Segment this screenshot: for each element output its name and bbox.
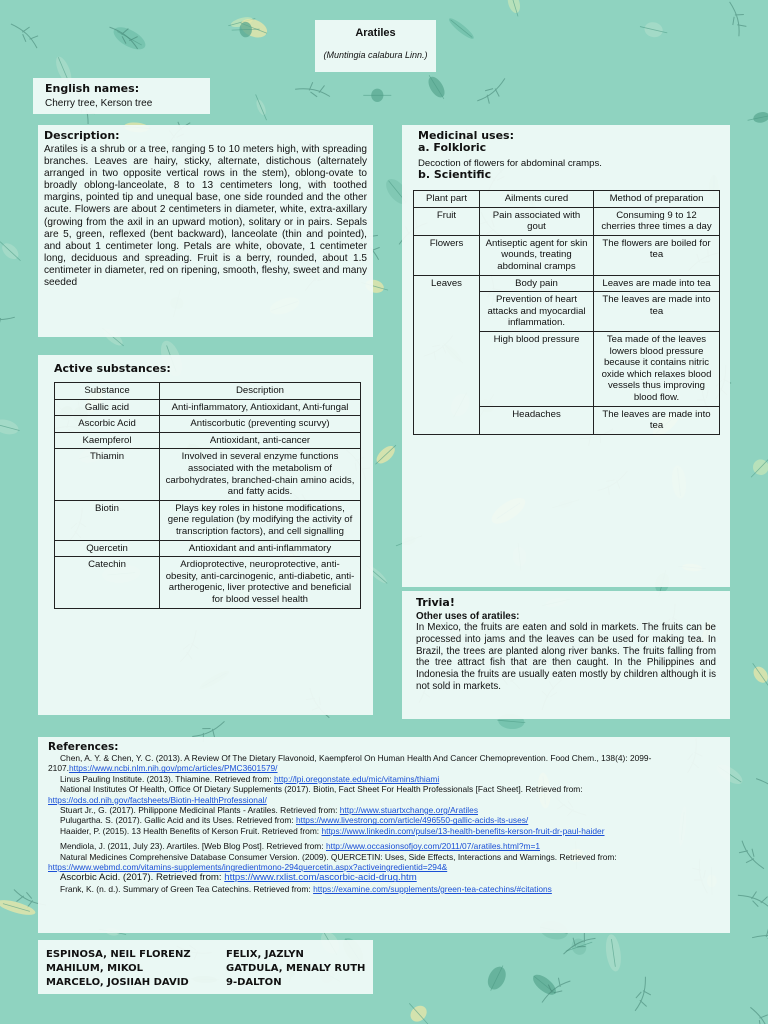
description-heading: Description: <box>44 129 120 142</box>
folkloric-heading: a. Folkloric <box>418 141 487 154</box>
column-header: Ailments cured <box>480 191 594 208</box>
trivia-heading: Trivia! <box>416 596 455 609</box>
description-text: Aratiles is a shrub or a tree, ranging 5 to 10 meters high, with spreading branches. Leaves are hairy, sticky, alternate, distichous (alternately arranged in two opposite vertical rows in the stem), oblong-ovate to broadly oblong-lanceolate, 8 to 13 centimeters long, with toothed margins, pointed tip and unequal base, one side rounded and the other acute. Flowers are about 2 centimeters in diameter, white, extra-axillary (growing from the axil in an upward motion), solitary or in pairs. Sepals are 5, green, reflexed (bent backward), lanceolate (thin and pointed), and about 1 centimeter long. Petals are white, obovate, 1 centimeter long, deciduous and spreading. Fruit is a berry, rounded, about 1.5 centimeter in diameter, red on ripening, smooth, fleshy, sweet and many seeded <box>44 144 367 289</box>
trivia-subheading: Other uses of aratiles: <box>416 611 520 622</box>
reference-link[interactable]: https://examine.com/supplements/green-tea-catechins/#citations <box>313 883 552 894</box>
preparation-cell: Leaves are made into tea <box>594 275 720 292</box>
reference-link[interactable]: https://www.ncbi.nlm.nih.gov/pmc/articles/PMC3601579/ <box>68 763 278 774</box>
substance-cell: Thiamin <box>55 449 160 500</box>
reference-item: Pulugartha. S. (2017). Gallic Acid and its Uses. Retrieved from: https://www.livestrong.com/article/496550-gallic-acids-its-uses/ <box>60 815 529 826</box>
substance-cell: Gallic acid <box>55 399 160 416</box>
table-row <box>55 500 361 540</box>
ailment-cell: High blood pressure <box>480 331 594 406</box>
plant-part-cell: Flowers <box>414 235 480 275</box>
active-substances-table <box>54 382 361 609</box>
scientific-heading: b. Scientific <box>418 168 492 181</box>
page-title: Aratiles <box>355 27 396 39</box>
reference-item: Natural Medicines Comprehensive Database Consumer Version. (2009). QUERCETIN: Uses, Side Effects, Interactions and Warnings. Retrieved from: https://www.webmd.com/vitamins-supplements/ingredientmono-294quercetin.aspx?activeingredientid=294& <box>48 851 617 873</box>
preparation-cell: Tea made of the leaves lowers blood pressure because it contains nitric oxide which relaxes blood vessels thus improving blood flow. <box>594 331 720 406</box>
reference-link[interactable]: https://www.livestrong.com/article/496550-gallic-acids-its-uses/ <box>296 815 529 826</box>
medicinal-uses-table <box>413 190 720 435</box>
ailment-cell: Prevention of heart attacks and myocardial inflammation. <box>480 292 594 332</box>
substance-cell: Ascorbic Acid <box>55 416 160 433</box>
preparation-cell: The leaves are made into tea <box>594 406 720 434</box>
ailment-cell: Headaches <box>480 406 594 434</box>
substance-description-cell: Antioxidant and anti-inflammatory <box>160 540 361 557</box>
substance-description-cell: Ardioprotective, neuroprotective, anti-obesity, anti-carcinogenic, anti-diabetic, anti-artherogenic, liver protective and beneficial for blood vessel health <box>160 557 361 608</box>
trivia-box <box>402 591 730 719</box>
scientific-name: (Muntingia calabura Linn.) <box>323 50 428 60</box>
substance-description-cell: Anti-inflammatory, Antioxidant, Anti-fungal <box>160 399 361 416</box>
ailment-cell: Body pain <box>480 275 594 292</box>
substance-description-cell: Involved in several enzyme functions associated with the metabolism of carbohydrates, branched-chain amino acids, and fatty acids. <box>160 449 361 500</box>
table-row <box>55 449 361 500</box>
reference-link[interactable]: https://www.webmd.com/vitamins-supplements/ingredientmono-294quercetin.aspx?activeingredientid=294& <box>48 862 448 873</box>
substance-description-cell: Antioxidant, anti-cancer <box>160 432 361 449</box>
substance-description-cell: Plays key roles in histone modifications, gene regulation (by modifying the activity of transcription factors), and cell signalling <box>160 500 361 540</box>
ailment-cell: Pain associated with gout <box>480 207 594 235</box>
substance-cell: Catechin <box>55 557 160 608</box>
reference-item: Frank, K. (n. d.). Summary of Green Tea Catechins. Retrieved from: https://examine.com/supplements/green-tea-catechins/#citations <box>60 883 552 894</box>
active-substances-heading: Active substances: <box>54 362 171 375</box>
table-row <box>55 557 361 608</box>
preparation-cell: The flowers are boiled for tea <box>594 235 720 275</box>
references-box <box>38 737 730 933</box>
plant-part-cell: Leaves <box>414 275 480 434</box>
medicinal-uses-heading: Medicinal uses: <box>418 129 514 142</box>
column-header: Plant part <box>414 191 480 208</box>
substance-cell: Quercetin <box>55 540 160 557</box>
table-row <box>55 416 361 433</box>
column-header: Method of preparation <box>594 191 720 208</box>
english-names-value: Cherry tree, Kerson tree <box>45 98 153 109</box>
section-name: 9-DALTON <box>226 977 282 988</box>
reference-link[interactable]: https://www.rxlist.com/ascorbic-acid-drug.htm <box>224 872 417 884</box>
author-name: FELIX, JAZLYN <box>226 949 304 960</box>
column-header: Description <box>160 383 361 400</box>
table-row <box>55 432 361 449</box>
column-header: Substance <box>55 383 160 400</box>
title-box <box>315 20 436 72</box>
english-names-box <box>33 78 210 114</box>
author-name: MARCELO, JOSIIAH DAVID <box>46 977 189 988</box>
reference-link[interactable]: https://ods.od.nih.gov/factsheets/Biotin-HealthProfessional/ <box>48 794 267 805</box>
table-row <box>55 540 361 557</box>
preparation-cell: Consuming 9 to 12 cherries three times a day <box>594 207 720 235</box>
reference-item: National Institutes Of Health, Office Of Dietary Supplements (2017). Biotin, Fact Sheet For Health Professionals [Fact Sheet]. Retrieved from: https://ods.od.nih.gov/factsheets/Biotin-HealthProfessional/ <box>48 784 583 805</box>
author-name: ESPINOSA, NEIL FLORENZ <box>46 949 191 960</box>
folkloric-text: Decoction of flowers for abdominal cramps. <box>418 158 602 169</box>
author-name: GATDULA, MENALY RUTH <box>226 963 366 974</box>
reference-item: Haaider, P. (2015). 13 Health Benefits of Kerson Fruit. Retrieved from: https://www.linkedin.com/pulse/13-health-benefits-kerson-fruit-dr-paul-haider <box>60 825 605 836</box>
ailment-cell: Antiseptic agent for skin wounds, treating abdominal cramps <box>480 235 594 275</box>
table-row <box>55 399 361 416</box>
reference-link[interactable]: http://www.occasionsofjoy.com/2011/07/aratiles.html?m=1 <box>325 841 541 852</box>
medicinal-uses-box <box>402 125 730 587</box>
reference-item: Ascorbic Acid. (2017). Retrieved from: https://www.rxlist.com/ascorbic-acid-drug.htm <box>60 872 417 884</box>
plant-part-cell: Fruit <box>414 207 480 235</box>
authors-box <box>38 940 373 994</box>
reference-item: Linus Pauling Institute. (2013). Thiamine. Retrieved from: http://lpi.oregonstate.edu/mic/vitamins/thiami <box>60 773 440 784</box>
substance-cell: Biotin <box>55 500 160 540</box>
reference-item: Chen, A. Y. & Chen, Y. C. (2013). A Review Of The Dietary Flavonoid, Kaempferol On Human Health And Cancer Chemoprevention. Food Chem., 138(4): 2099-2107.https://www.ncbi.nlm.nih.gov/pmc/articles/PMC3601579/ <box>48 753 652 774</box>
trivia-text: In Mexico, the fruits are eaten and sold in markets. The fruits can be processed into jams and the leaves can be used for making tea. In Brazil, the trees are planted along river banks. The fruits falling from the tree attract fish that are then caught. In the Philippines and Indonesia the fruits are usually eaten mostly by children although it is not sold in markets. <box>416 622 716 692</box>
substance-description-cell: Antiscorbutic (preventing scurvy) <box>160 416 361 433</box>
table-row <box>414 275 720 292</box>
author-name: MAHILUM, MIKOL <box>46 963 143 974</box>
reference-item: Mendiola, J. (2011, July 23). Arartiles. [Web Blog Post]. Retrieved from: http://www.occasionsofjoy.com/2011/07/aratiles.html?m=1 <box>60 841 541 852</box>
reference-item: Stuart Jr., G. (2017). Philippone Medicinal Plants - Aratiles. Retrieved from: http://www.stuartxchange.org/Aratiles <box>60 805 479 816</box>
reference-link[interactable]: http://www.stuartxchange.org/Aratiles <box>339 805 479 816</box>
table-row <box>414 207 720 235</box>
substance-cell: Kaempferol <box>55 432 160 449</box>
english-names-heading: English names: <box>45 82 140 95</box>
active-substances-box <box>38 355 373 715</box>
references-heading: References: <box>48 741 119 753</box>
reference-link[interactable]: https://www.linkedin.com/pulse/13-health-benefits-kerson-fruit-dr-paul-haider <box>321 825 605 836</box>
reference-link[interactable]: http://lpi.oregonstate.edu/mic/vitamins/thiami <box>273 773 440 784</box>
preparation-cell: The leaves are made into tea <box>594 292 720 332</box>
table-row <box>414 235 720 275</box>
description-box <box>38 125 373 337</box>
